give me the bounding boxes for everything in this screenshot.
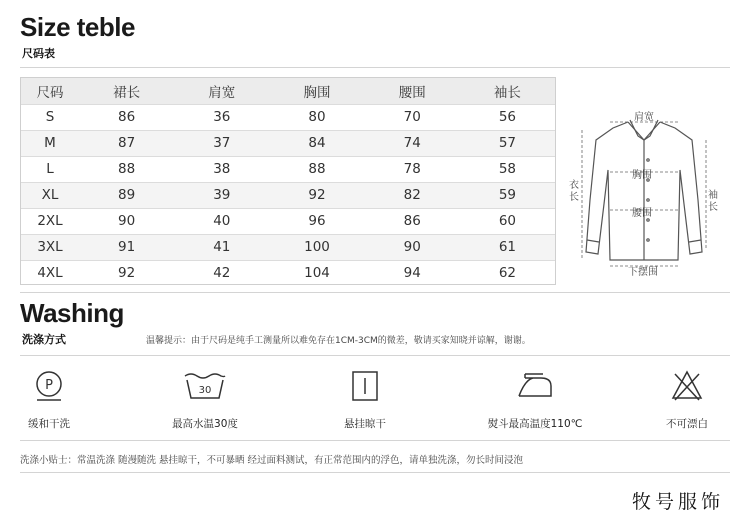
table-cell: 80 (308, 109, 326, 125)
divider (20, 292, 730, 293)
table-header (21, 78, 555, 104)
care-label: 熨斗最高温度110℃ (487, 418, 583, 430)
hem-label: 下摆围 (628, 267, 658, 278)
table-cell: 41 (213, 239, 231, 255)
table-cell: 104 (304, 265, 330, 281)
table-cell: 90 (118, 213, 136, 229)
row-divider (21, 260, 555, 261)
hang-dry-icon (347, 368, 383, 404)
shirt-outline-icon (568, 100, 728, 280)
divider (20, 472, 730, 473)
divider (20, 67, 730, 68)
chest-label: 胸围 (632, 170, 652, 181)
header-cell: 肩宽 (208, 85, 236, 101)
table-cell: 70 (403, 109, 421, 125)
table-cell: 56 (498, 109, 516, 125)
iron-icon (511, 368, 559, 404)
header-cell: 尺码 (36, 85, 64, 101)
length-label: 衣长 (569, 180, 579, 203)
table-cell: L (46, 161, 54, 177)
table-row (21, 260, 555, 286)
table-cell: 36 (213, 109, 231, 125)
table-cell: M (44, 135, 56, 151)
table-cell: 60 (498, 213, 516, 229)
row-divider (21, 104, 555, 105)
table-cell: 42 (213, 265, 231, 281)
care-item-hang-dry (340, 368, 390, 430)
washing-title: Washing (20, 298, 124, 328)
table-cell: 78 (403, 161, 421, 177)
table-cell: 84 (308, 135, 326, 151)
care-label: 不可漂白 (666, 418, 708, 430)
row-divider (21, 208, 555, 209)
table-cell: 62 (498, 265, 516, 281)
table-cell: 37 (213, 135, 231, 151)
header-cell: 袖长 (493, 85, 521, 101)
table-cell: 58 (498, 161, 516, 177)
table-row (21, 130, 555, 156)
table-cell: 59 (498, 187, 516, 203)
svg-text:P: P (45, 378, 53, 393)
table-cell: 87 (118, 135, 136, 151)
care-item-iron (487, 368, 583, 430)
table-row (21, 182, 555, 208)
gentle-dry-clean-icon (31, 368, 67, 404)
divider (20, 440, 730, 441)
washing-subtitle: 洗涤方式 (22, 333, 66, 346)
brand-name: 牧号服饰 (631, 491, 724, 513)
shirt-diagram (568, 100, 728, 280)
header-cell: 裙长 (113, 85, 141, 101)
table-cell: 74 (403, 135, 421, 151)
divider (20, 355, 730, 356)
svg-text:30: 30 (198, 385, 212, 396)
waist-label: 腰围 (632, 208, 652, 219)
table-row (21, 208, 555, 234)
row-divider (21, 234, 555, 235)
care-label: 缓和干洗 (28, 418, 70, 430)
table-cell: 38 (213, 161, 231, 177)
sleeve-label: 袖长 (708, 190, 718, 213)
table-cell: 4XL (37, 265, 63, 281)
table-cell: 2XL (37, 213, 63, 229)
shoulder-label: 肩宽 (634, 112, 654, 123)
header-cell: 腰围 (398, 85, 426, 101)
size-table-subtitle: 尺码表 (22, 47, 55, 60)
table-cell: 86 (403, 213, 421, 229)
table-cell: 3XL (37, 239, 63, 255)
table-cell: 92 (308, 187, 326, 203)
table-cell: 86 (118, 109, 136, 125)
table-cell: 92 (118, 265, 136, 281)
size-table-title: Size teble (20, 12, 135, 42)
table-cell: 90 (403, 239, 421, 255)
table-cell: S (45, 109, 55, 125)
care-label: 悬挂晾干 (344, 418, 386, 430)
table-row (21, 104, 555, 130)
header-cell: 胸围 (303, 85, 331, 101)
table-cell: XL (41, 187, 59, 203)
table-row (21, 156, 555, 182)
table-cell: 96 (308, 213, 326, 229)
table-cell: 88 (118, 161, 136, 177)
row-divider (21, 130, 555, 131)
care-item-no-bleach (662, 368, 712, 430)
table-cell: 94 (403, 265, 421, 281)
table-cell: 39 (213, 187, 231, 203)
table-cell: 40 (213, 213, 231, 229)
row-divider (21, 156, 555, 157)
notice-text: 温馨提示：由于尺码是纯手工测量所以难免存在1CM-3CM的微差，敬请买家知晓并谅解，谢谢。 (146, 336, 531, 346)
table-cell: 61 (498, 239, 516, 255)
table-cell: 89 (118, 187, 136, 203)
washing-tips: 洗涤小贴士：常温洗涤 随漫随洗 悬挂晾干，不可暴晒 经过面料测试，有正常范围内的浮色，请单独洗涤，勿长时间浸泡 (20, 455, 524, 466)
no-bleach-icon (669, 368, 705, 404)
table-cell: 91 (118, 239, 136, 255)
table-cell: 82 (403, 187, 421, 203)
table-cell: 88 (308, 161, 326, 177)
care-label: 最高水温30度 (172, 418, 238, 430)
table-cell: 57 (498, 135, 516, 151)
max-wash-temp-icon (181, 368, 229, 404)
care-item-wash-temp (172, 368, 238, 430)
size-table (20, 77, 556, 285)
care-item-gentle-dry-clean (24, 368, 74, 430)
table-cell: 100 (304, 239, 330, 255)
row-divider (21, 182, 555, 183)
table-row (21, 234, 555, 260)
